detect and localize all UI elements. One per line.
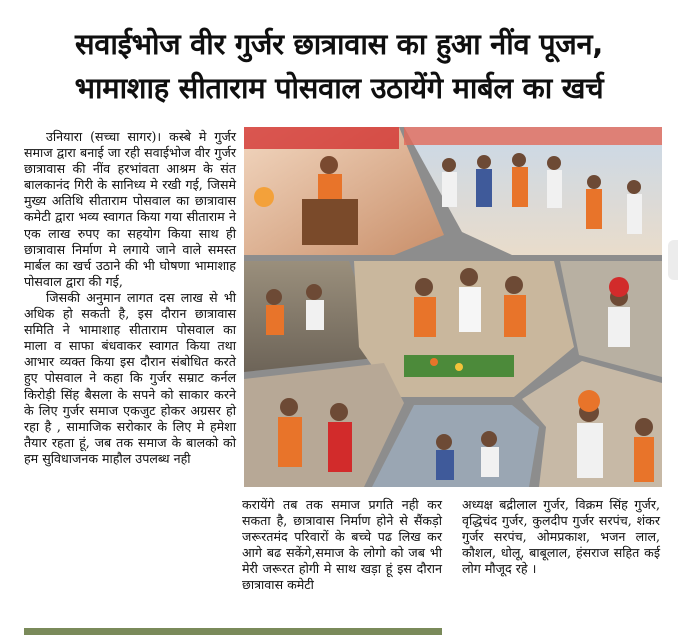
article-column-2 [242, 497, 442, 594]
article-paragraph-3: करायेंगे तब तक समाज प्रगति नही कर सकता है, छात्रावास निर्माण होने से सैंकड़ो जरूरतमंद परिवारों के बच्चे पढ लिख कर आगे बढ सकेंगे,समाज के लोगो को जब भी मेरी जरूरत होगी मे साथ खड़ा हूं इस दौरान छात्रावास कमेटी [242, 497, 442, 593]
article-column-1 [24, 129, 236, 467]
headline-line-1: सवाईभोज वीर गुर्जर छात्रावास का हुआ नींव पूजन, [74, 27, 604, 61]
photo-collage [244, 127, 662, 487]
headline [0, 22, 678, 110]
article-paragraph-4: अध्यक्ष बद्रीलाल गुर्जर, विक्रम सिंह गुर्जर, वृद्धिचंद गुर्जर, कुलदीप गुर्जर सरपंच, शंकर गुर्जर सरपंच, ओमप्रकाश, भजन लाल, कौशल, धोलू, बाबूलाल, हंसराज सहित कई लोग मौजूद रहे । [462, 497, 660, 577]
page-scroll-edge [668, 240, 678, 280]
article-paragraph-2: जिसकी अनुमान लागत दस लाख से भी अधिक हो सकती है, इस दौरान छात्रावास समिति ने भामाशाह सीताराम पोसवाल का माला व साफा बंधवाकर स्वागत किया तथा आभार व्यक्त किया इस दौरान संबोधित करते हुए पोसवाल ने कहा कि गुर्जर सम्राट कर्नल किरोड़ी सिंह बैसला के सपने को साकार करने के लिए गुर्जर समाज एकजुट होकर अग्रसर हो रहा है , सामाजिक सरोकार के लिए मे हमेशा तैयार रहता हूं, जब तक समाज के बालको को हम सुविधाजनक माहौल उपलब्ध नही [24, 289, 236, 466]
headline-line-2: भामाशाह सीताराम पोसवाल उठायेंगे मार्बल का खर्च [74, 71, 604, 105]
next-photo-strip [24, 628, 442, 635]
article-column-3 [462, 497, 660, 577]
article-paragraph-1: उनियारा (सच्चा सागर)। कस्बे मे गुर्जर समाज द्वारा बनाई जा रही सवाईभोज वीर गुर्जर छात्रावास की नींव हरभांवता आश्रम के संत बालकानंद गिरी के सानिध्य मे रखी गई, जिसमे मुख्य अतिथि सीताराम पोसवाल का छात्रावास कमेटी द्वारा भव्य स्वागत किया गया सीताराम ने एक लाख रुपए का सहयोग किया साथ ही छात्रावास निर्माण मे लगाये जाने वाले समस्त मार्बल का खर्च उठाने की भी घोषणा भामाशाह पोसवाल द्वारा की गई, [24, 129, 236, 289]
